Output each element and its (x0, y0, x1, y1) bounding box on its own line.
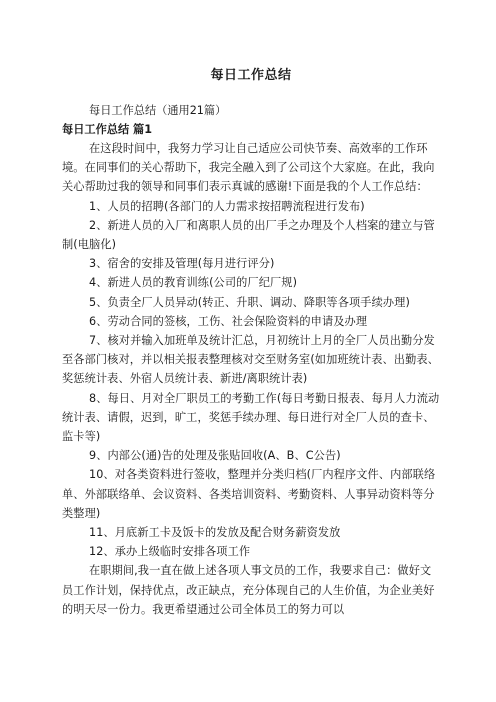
list-item: 2、新进人员的入厂和离职人员的出厂手之办理及个人档案的建立与管制(电脑化) (62, 218, 435, 252)
list-item: 8、每日、月对全厂职员工的考勤工作(每日考勤日报表、每月人力流动统计表、请假，迟到，旷工，奖惩手续办理、每日进行对全厂人员的查卡、监卡等) (62, 391, 440, 444)
paragraph: 在职期间,我一直在做上述各项人事文员的工作，我要求自己：做好文员工作计划，保持优点，改正缺点，充分体现自己的人生价值，为企业美好的明天尽一份力。我更希望通过公司全体员工的努力可以 (62, 564, 435, 616)
list-item: 10、对各类资料进行签收，整理并分类归档(厂内程序文件、内部联络单、外部联络单、会议资料、各类培训资料、考勤资料、人事异动资料等分类整理) (62, 468, 436, 520)
list-item: 1、人员的招聘(各部门的人力需求按招聘流程进行发布) (89, 199, 365, 213)
list-item: 12、承办上级临时安排各项工作 (89, 545, 251, 559)
document-body (62, 139, 440, 619)
section-heading: 每日工作总结 篇1 (62, 123, 152, 136)
document-subtitle: 每日工作总结（通用21篇） (89, 104, 227, 117)
list-item: 7、核对并输入加班单及统计汇总，月初统计上月的全厂人员出勤分发至各部门核对，并以相关报表整理核对交至财务室(如加班统计表、出勤表、奖惩统计表、外宿人员统计表、新进/离职统计表) (62, 334, 439, 386)
list-item: 11、月底新工卡及饭卡的发放及配合财务薪资发放 (89, 526, 341, 540)
list-item: 4、新进人员的教育训练(公司的厂纪厂规) (89, 276, 298, 290)
list-item: 3、宿舍的安排及管理(每月进行评分) (89, 257, 275, 271)
paragraph: 在这段时间中，我努力学习让自己适应公司快节奏、高效率的工作环境。在同事们的关心帮助下，我完全融入到了公司这个大家庭。在此，我向关心帮助过我的领导和同事们表示真诚的感谢!下面是我的个人工作总结： (62, 142, 435, 194)
list-item: 5、负责全厂人员异动(转正、升职、调动、降职等各项手续办理) (89, 295, 410, 309)
list-item: 9、内部公(通)告的处理及张贴回收(A、B、C公告) (89, 449, 341, 463)
page-title: 每日工作总结 (210, 68, 292, 83)
list-item: 6、劳动合同的签核，工伤、社会保险资料的申请及办理 (89, 314, 368, 328)
